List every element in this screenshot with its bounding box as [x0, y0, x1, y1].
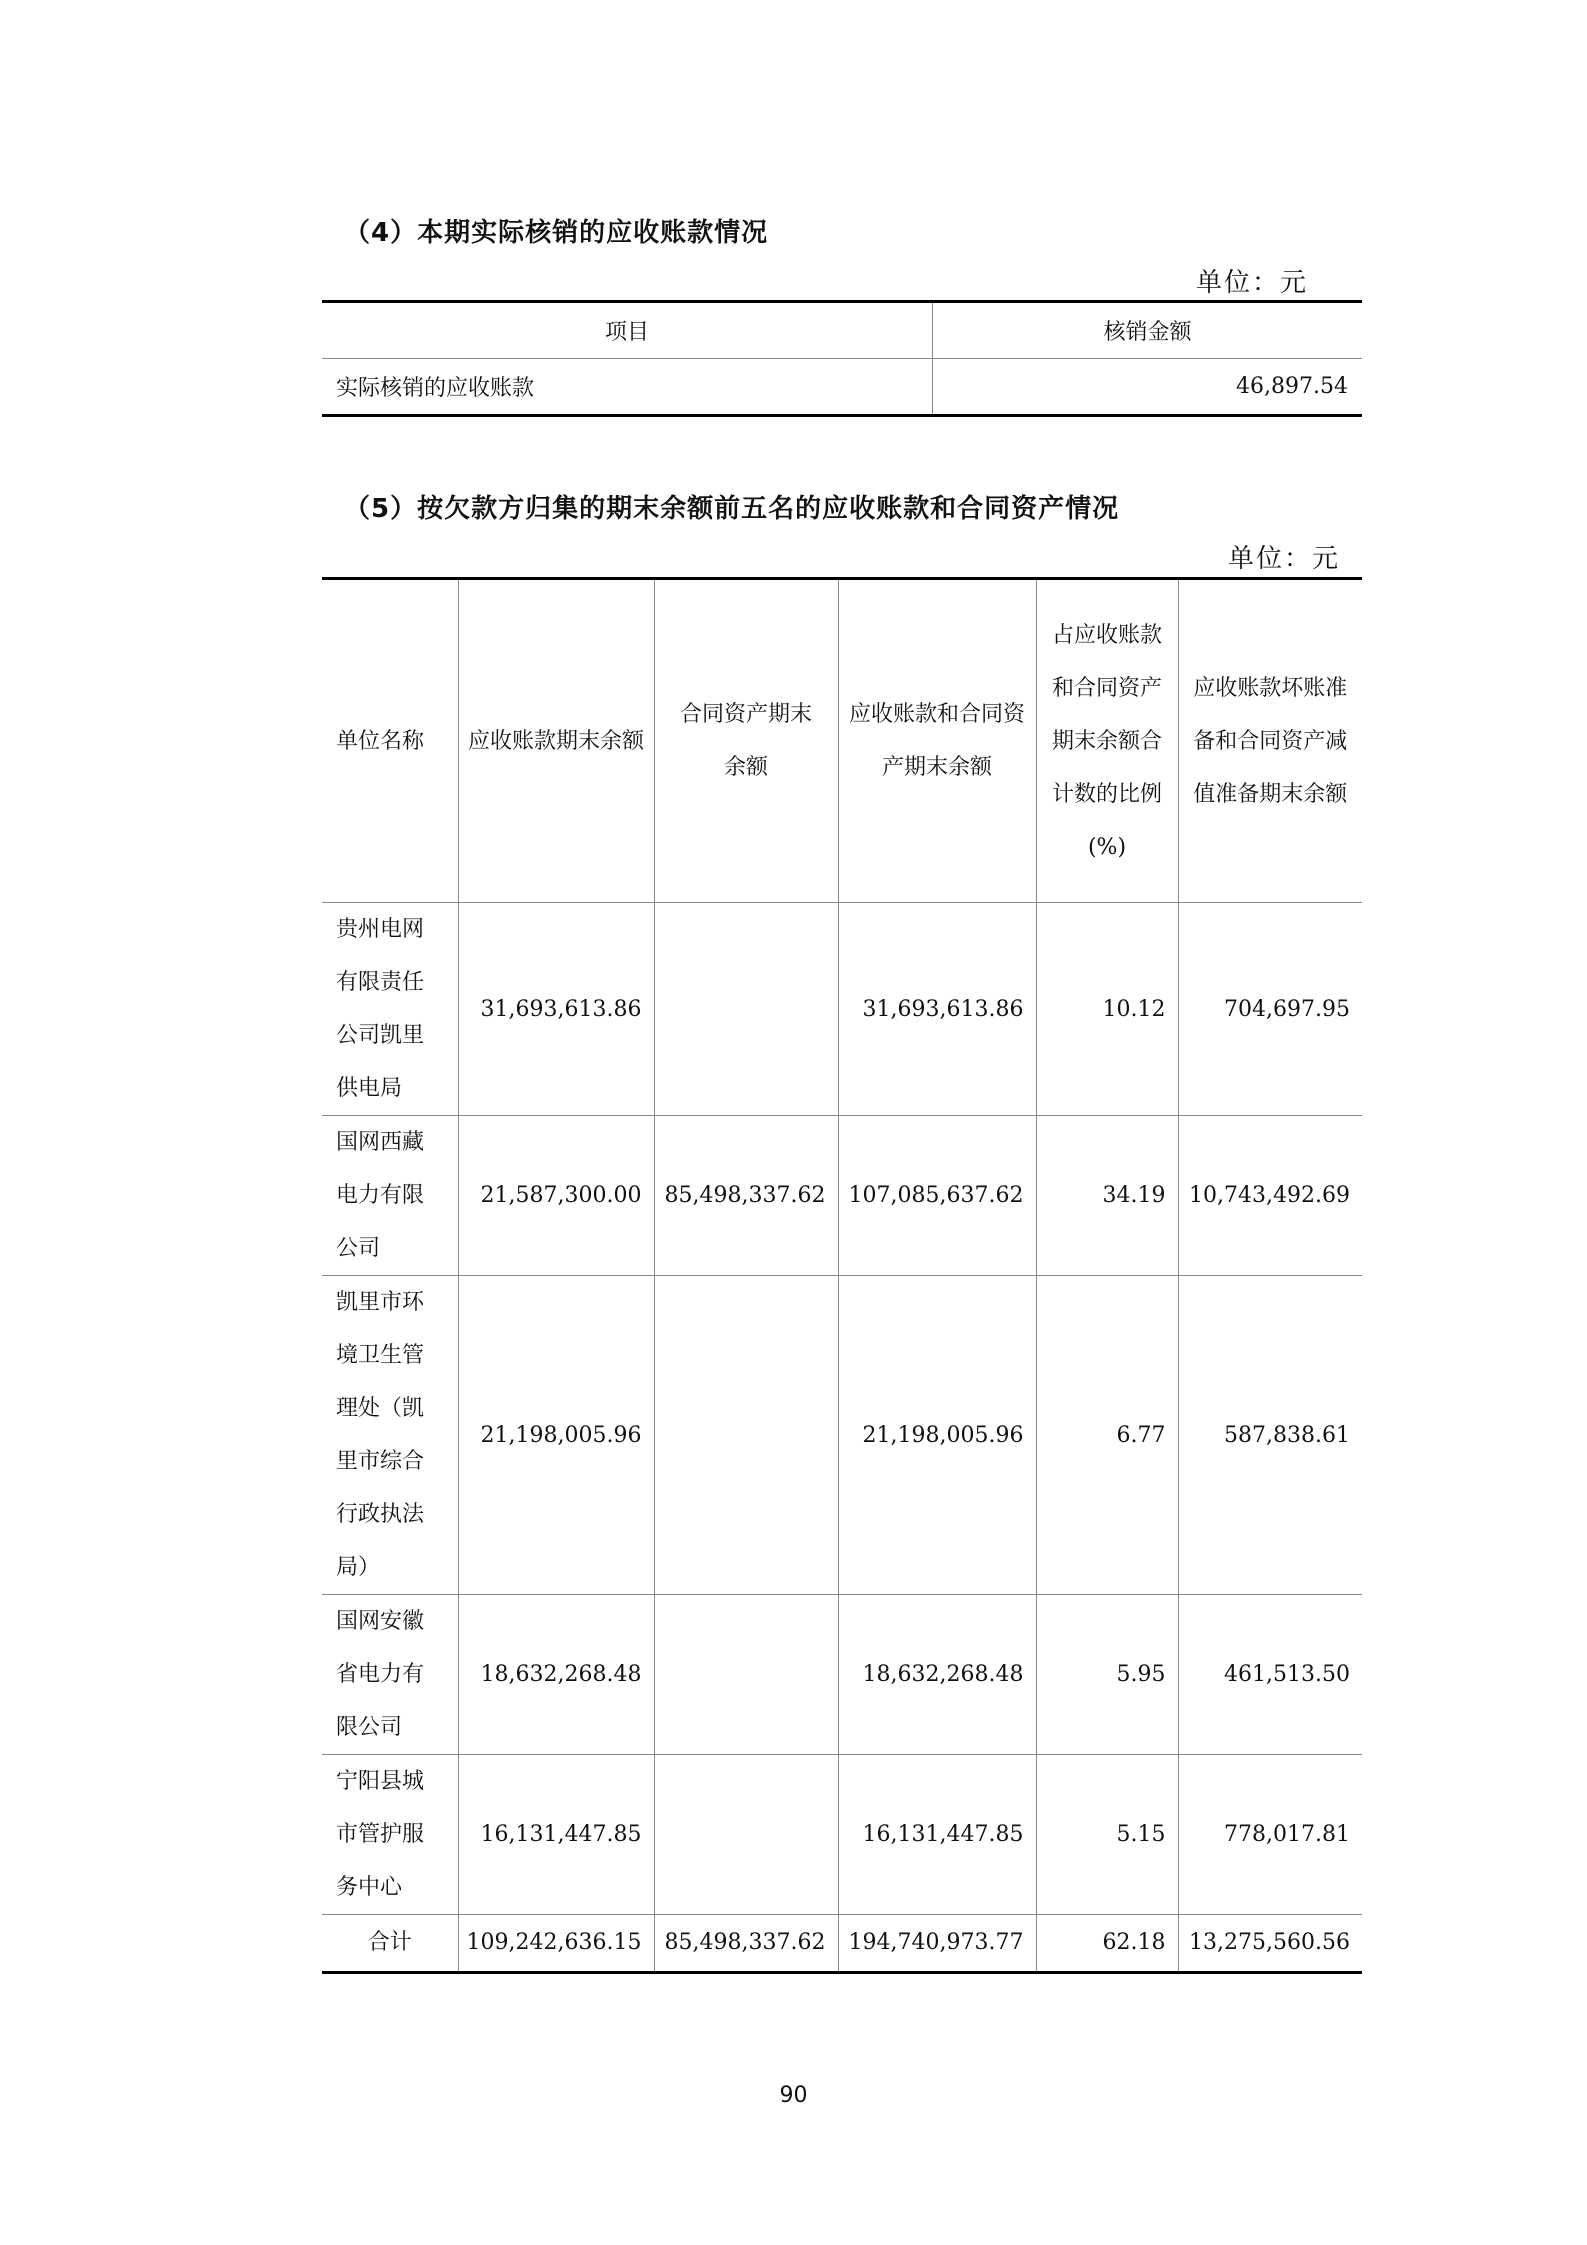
table-row — [322, 1595, 1362, 1755]
table-cell: 46,897.54 — [1236, 374, 1348, 399]
table-cell: 587,838.61 — [1178, 1276, 1362, 1595]
company-name: 宁阳县城市管护服务中心 — [336, 1769, 425, 1900]
column-header — [654, 579, 838, 903]
column-header-label: 合同资产期末余额 — [679, 702, 812, 780]
table-cell: 85,498,337.62 — [654, 1915, 838, 1973]
table-cell: 21,587,300.00 — [458, 1116, 654, 1276]
company-name: 凯里市环境卫生管理处（凯里市综合行政执法局） — [336, 1290, 425, 1580]
table-cell: 31,693,613.86 — [458, 903, 654, 1116]
table-cell: 21,198,005.96 — [458, 1276, 654, 1595]
total-label: 合计 — [322, 1915, 458, 1973]
table-cell — [654, 903, 838, 1116]
column-header — [1036, 579, 1178, 903]
table-cell: 10.12 — [1036, 903, 1178, 1116]
table-cell-name — [322, 1595, 458, 1755]
table-cell: 10,743,492.69 — [1178, 1116, 1362, 1276]
table-cell: 704,697.95 — [1178, 903, 1362, 1116]
column-header-label: 应收账款和合同资产期末余额 — [849, 702, 1026, 780]
table-cell: 18,632,268.48 — [838, 1595, 1036, 1755]
column-header — [322, 579, 458, 903]
table-cell: 5.95 — [1036, 1595, 1178, 1755]
table-header-row — [322, 579, 1362, 903]
section-4-title: （4）本期实际核销的应收账款情况 — [344, 218, 769, 248]
column-header — [838, 579, 1036, 903]
section-4-unit: 单位：元 — [1196, 268, 1309, 298]
table-cell: 109,242,636.15 — [458, 1915, 654, 1973]
table-cell: 16,131,447.85 — [458, 1755, 654, 1915]
table-cell: 194,740,973.77 — [838, 1915, 1036, 1973]
company-name: 国网安徽省电力有限公司 — [336, 1609, 425, 1740]
table-cell: 6.77 — [1036, 1276, 1178, 1595]
table-cell — [654, 1276, 838, 1595]
column-header: 核销金额 — [933, 302, 1363, 359]
table-cell — [654, 1595, 838, 1755]
company-name: 贵州电网有限责任公司凯里供电局 — [336, 917, 425, 1101]
table-cell-name — [322, 1276, 458, 1595]
table-cell-name — [322, 1116, 458, 1276]
table-row — [322, 359, 1362, 416]
writeoff-table — [322, 300, 1362, 417]
table-cell — [654, 1755, 838, 1915]
company-name: 国网西藏电力有限公司 — [336, 1130, 425, 1261]
column-header-label: 应收账款期末余额 — [468, 728, 645, 754]
page-number: 90 — [779, 2083, 808, 2108]
column-header-label: 单位名称 — [336, 728, 425, 754]
table-cell-name — [322, 903, 458, 1116]
column-header-label: 应收账款坏账准备和合同资产减值准备期末余额 — [1193, 675, 1348, 807]
table-cell: 62.18 — [1036, 1915, 1178, 1973]
column-header — [458, 579, 654, 903]
table-total-row — [322, 1915, 1362, 1973]
table-cell: 13,275,560.56 — [1178, 1915, 1362, 1973]
section-5-title: （5）按欠款方归集的期末余额前五名的应收账款和合同资产情况 — [344, 494, 1120, 524]
table-cell: 16,131,447.85 — [838, 1755, 1036, 1915]
table-cell-name — [322, 1755, 458, 1915]
table-cell: 461,513.50 — [1178, 1595, 1362, 1755]
table-row — [322, 1116, 1362, 1276]
column-header — [1178, 579, 1362, 903]
table-cell: 85,498,337.62 — [654, 1116, 838, 1276]
top5-receivables-table — [322, 577, 1362, 1974]
table-cell: 34.19 — [1036, 1116, 1178, 1276]
table-cell: 18,632,268.48 — [458, 1595, 654, 1755]
table-cell: 778,017.81 — [1178, 1755, 1362, 1915]
table-row — [322, 1755, 1362, 1915]
table-header-row — [322, 302, 1362, 359]
table-row — [322, 903, 1362, 1116]
table-cell: 31,693,613.86 — [838, 903, 1036, 1116]
column-header: 项目 — [322, 302, 933, 359]
column-header-label: 占应收账款和合同资产期末余额合计数的比例(%) — [1052, 622, 1163, 860]
table-cell: 107,085,637.62 — [838, 1116, 1036, 1276]
table-cell: 实际核销的应收账款 — [322, 359, 933, 416]
table-cell: 21,198,005.96 — [838, 1276, 1036, 1595]
table-cell: 5.15 — [1036, 1755, 1178, 1915]
section-5-unit: 单位：元 — [1228, 544, 1341, 574]
table-row — [322, 1276, 1362, 1595]
